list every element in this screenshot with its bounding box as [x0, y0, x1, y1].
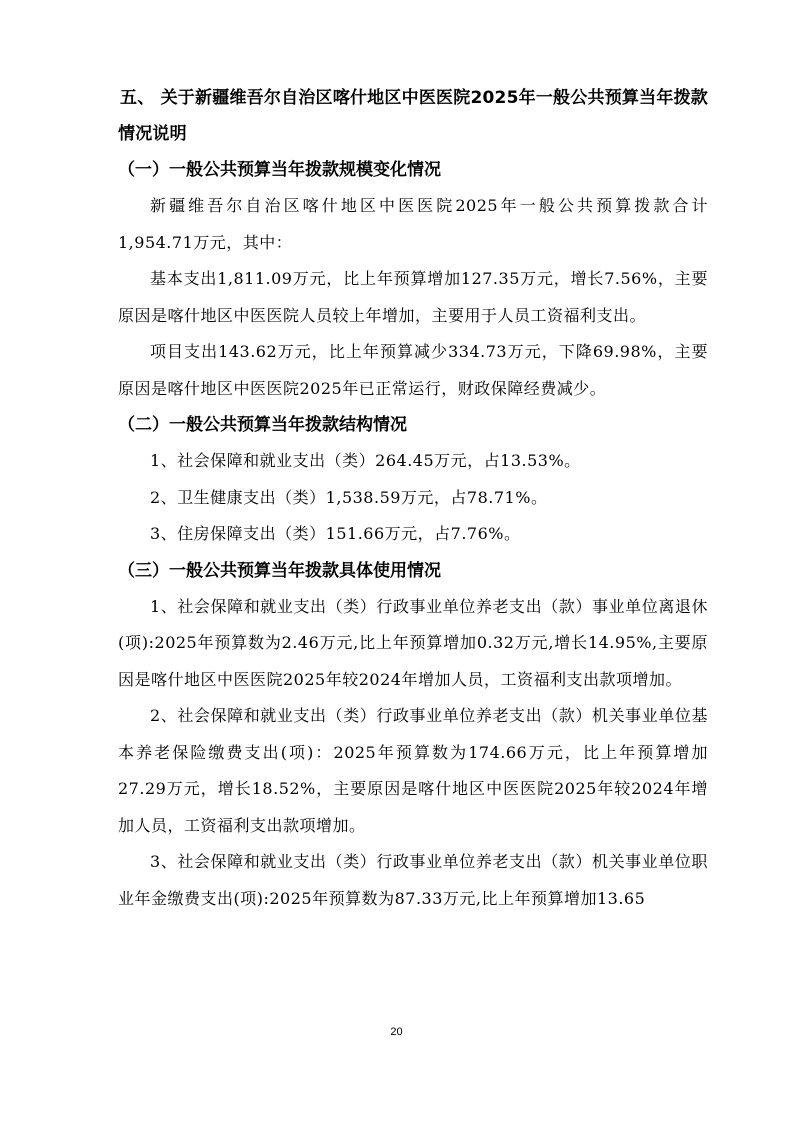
- section-title: 五、 关于新疆维吾尔自治区喀什地区中医医院2025年一般公共预算当年拨款情况说明: [118, 88, 708, 144]
- subsection-title-specific-use: （三）一般公共预算当年拨款具体使用情况: [118, 560, 441, 581]
- paragraph-project-expenditure: 项目支出143.62万元，比上年预算减少334.73万元，下降69.98%，主要原因是喀什地区中医医院2025年已正常运行，财政保障经费减少。: [118, 342, 708, 398]
- paragraph-basic-expenditure: 基本支出1,811.09万元，比上年预算增加127.35万元，增长7.56%，主要原因是喀什地区中医医院人员较上年增加，主要用于人员工资福利支出。: [118, 269, 708, 325]
- paragraph-basic-pension: 2、社会保障和就业支出（类）行政事业单位养老支出（款）机关事业单位基本养老保险缴费支出(项)：2025年预算数为174.66万元，比上年预算增加27.29万元，增长18.52%，主要原因是喀什地区中医医院2025年较2024年增加人员，工资福利支出款项增加。: [118, 706, 708, 835]
- subsection-title-structure: （二）一般公共预算当年拨款结构情况: [118, 415, 407, 435]
- structure-item-housing: 3、住房保障支出（类）151.66万元，占7.76%。: [150, 524, 521, 543]
- subsection-title-scale-change: （一）一般公共预算当年拨款规模变化情况: [118, 160, 441, 180]
- structure-item-social-security: 1、社会保障和就业支出（类）264.45万元，占13.53%。: [150, 451, 581, 470]
- paragraph-retirement: 1、社会保障和就业支出（类）行政事业单位养老支出（款）事业单位离退休(项):2025年预算数为2.46万元,比上年预算增加0.32万元,增长14.95%,主要原因是喀什地区中医医院2025年较2024年增加人员，工资福利支出款项增加。: [118, 596, 708, 689]
- page-number: 20: [390, 1026, 403, 1038]
- structure-item-health: 2、卫生健康支出（类）1,538.59万元，占78.71%。: [150, 487, 548, 507]
- paragraph-occupational-annuity: 3、社会保障和就业支出（类）行政事业单位养老支出（款）机关事业单位职业年金缴费支出(项):2025年预算数为87.33万元,比上年预算增加13.65: [118, 852, 708, 908]
- paragraph-total-appropriation: 新疆维吾尔自治区喀什地区中医医院2025年一般公共预算拨款合计1,954.71万元，其中：: [118, 196, 708, 252]
- page-content: [118, 80, 708, 917]
